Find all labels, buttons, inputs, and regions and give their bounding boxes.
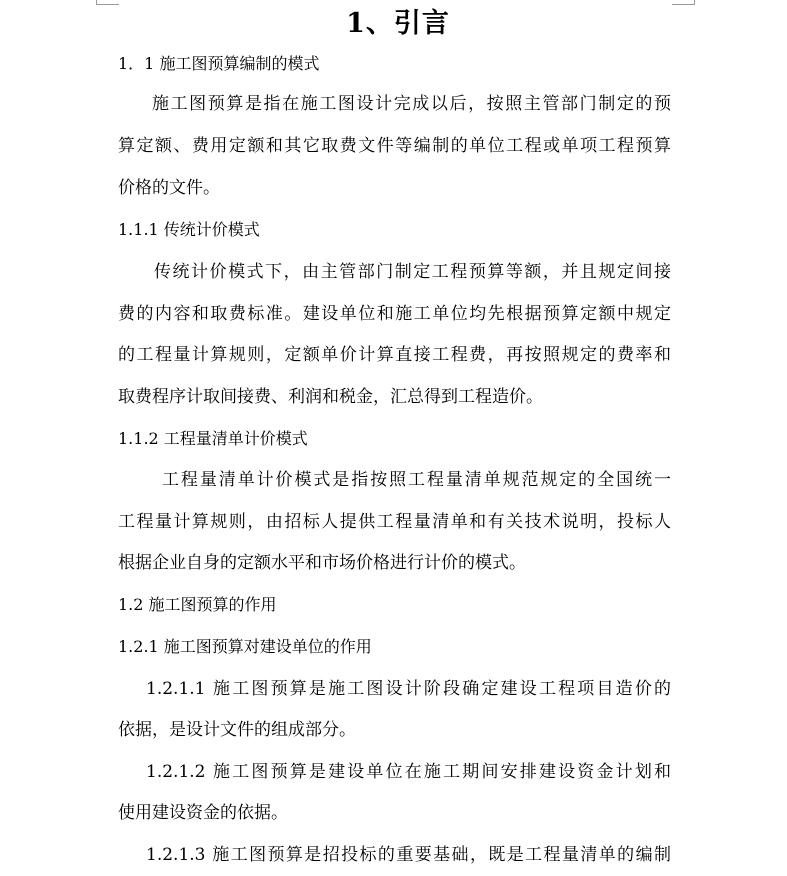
paragraph-line: 工程量清单计价模式是指按照工程量清单规范规定的全国统一: [162, 470, 671, 490]
section-heading-1-2: 1.2 施工图预算的作用: [118, 595, 277, 614]
section-heading-1-1-2: 1.1.2 工程量清单计价模式: [118, 429, 308, 448]
paragraph-line: 1.2.1.1 施工图预算是施工图设计阶段确定建设工程项目造价的: [146, 679, 671, 699]
paragraph-line: 根据企业自身的定额水平和市场价格进行计价的模式。: [118, 553, 526, 573]
section-heading-1-1: 1．1 施工图预算编制的模式: [118, 54, 320, 73]
paragraph-line: 取费程序计取间接费、利润和税金，汇总得到工程造价。: [118, 387, 543, 407]
page-corner-mark-left: [96, 0, 119, 5]
paragraph-line: 使用建设资金的依据。: [118, 803, 288, 823]
paragraph-line: 施工图预算是指在施工图设计完成以后，按照主管部门制定的预: [152, 94, 671, 114]
paragraph-line: 算定额、费用定额和其它取费文件等编制的单位工程或单项工程预算: [118, 136, 671, 156]
paragraph-line: 1.2.1.2 施工图预算是建设单位在施工期间安排建设资金计划和: [146, 762, 671, 782]
section-heading-1-1-1: 1.1.1 传统计价模式: [118, 220, 260, 239]
document-title: 1、引言: [346, 8, 450, 39]
paragraph-line: 价格的文件。: [118, 178, 220, 198]
paragraph-line: 传统计价模式下，由主管部门制定工程预算等额，并且规定间接: [154, 262, 671, 282]
paragraph-line: 工程量计算规则，由招标人提供工程量清单和有关技术说明，投标人: [118, 512, 671, 532]
paragraph-line: 依据，是设计文件的组成部分。: [118, 720, 356, 740]
section-heading-1-2-1: 1.2.1 施工图预算对建设单位的作用: [118, 637, 372, 656]
paragraph-line: 费的内容和取费标准。建设单位和施工单位均先根据预算定额中规定: [118, 304, 671, 324]
paragraph-line: 1.2.1.3 施工图预算是招投标的重要基础，既是工程量清单的编制: [146, 845, 671, 865]
paragraph-line: 的工程量计算规则，定额单价计算直接工程费，再按照规定的费率和: [118, 345, 671, 365]
